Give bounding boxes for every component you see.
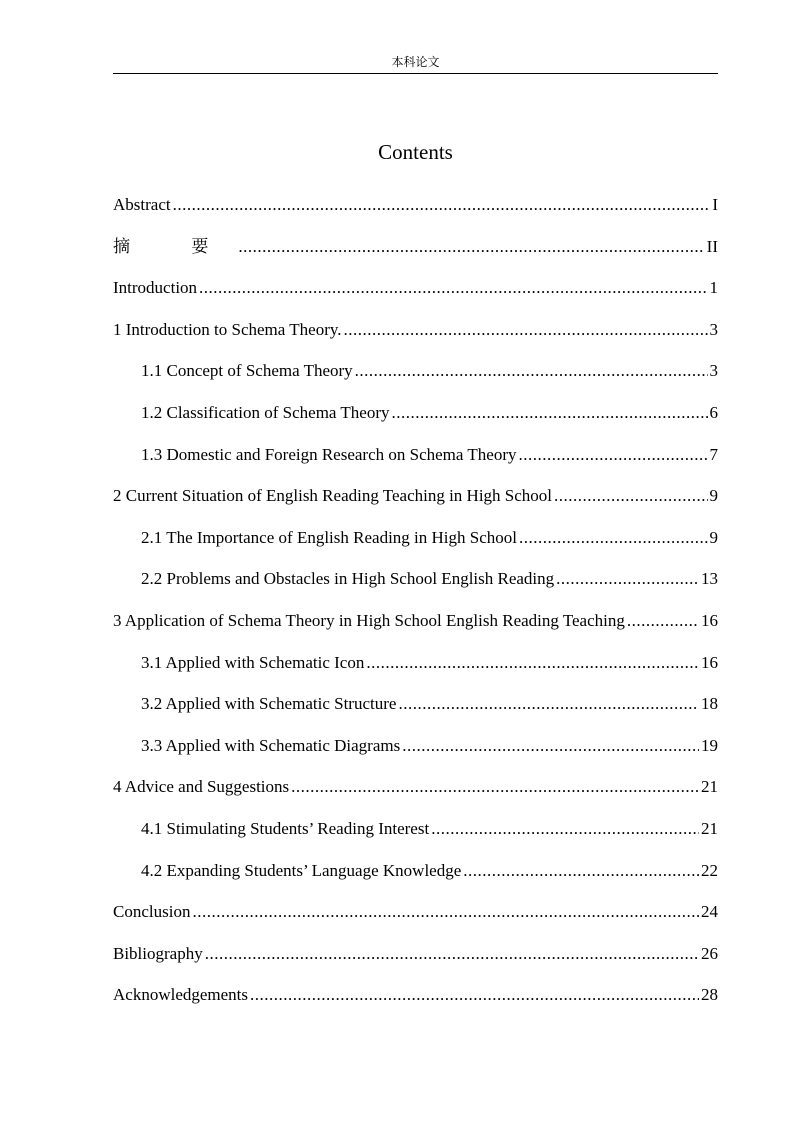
toc-dot-leader (398, 692, 699, 716)
toc-entry-chapter-4[interactable] (113, 775, 718, 817)
toc-dot-leader (192, 900, 699, 924)
toc-page-number: 3 (709, 361, 718, 381)
toc-page-number: 21 (701, 777, 718, 797)
toc-entry-label: 4.1 Stimulating Students’ Reading Interest (141, 818, 430, 838)
toc-dot-leader (238, 235, 704, 259)
toc-dot-leader (556, 567, 699, 591)
toc-entry-label: 3 Application of Schema Theory in High School English Reading Teaching (113, 610, 625, 630)
toc-dot-leader (250, 983, 699, 1007)
toc-dot-leader (402, 734, 699, 758)
toc-dot-leader (344, 318, 708, 342)
toc-entry-abstract[interactable] (113, 193, 718, 235)
toc-dot-leader (518, 443, 707, 467)
toc-entry-label: 4.2 Expanding Students’ Language Knowledge (141, 860, 462, 880)
toc-entry-label: Acknowledgements (113, 985, 249, 1005)
toc-entry-section-4-1[interactable] (113, 817, 718, 859)
toc-entry-section-3-3[interactable] (113, 734, 718, 776)
toc-dot-leader (431, 817, 699, 841)
toc-entry-section-4-2[interactable] (113, 859, 718, 901)
toc-page-number: 18 (701, 694, 718, 714)
toc-entry-chapter-3[interactable] (113, 609, 718, 651)
running-header: 本科论文 (391, 55, 440, 69)
toc-page-number: 24 (701, 902, 718, 922)
toc-page-number: 13 (701, 569, 718, 589)
toc-entry-label: Conclusion (113, 902, 191, 922)
toc-entry-conclusion[interactable] (113, 900, 718, 942)
toc-dot-leader (199, 276, 707, 300)
toc-dot-leader (355, 359, 708, 383)
toc-entry-chinese-abstract[interactable] (113, 235, 718, 277)
toc-dot-leader (392, 401, 708, 425)
toc-page-number: 19 (701, 735, 718, 755)
toc-entry-section-3-1[interactable] (113, 651, 718, 693)
toc-page-number: 16 (701, 652, 718, 672)
toc-entry-label: Abstract (113, 195, 171, 214)
toc-entry-label: 2.2 Problems and Obstacles in High School English Reading (141, 569, 555, 589)
toc-page-number: 28 (701, 985, 718, 1005)
toc-title: Contents (378, 140, 453, 164)
toc-dot-leader (173, 193, 711, 217)
header-rule (113, 73, 718, 74)
toc-page-number: 26 (701, 943, 718, 963)
toc-page-number: 16 (701, 610, 718, 630)
toc-entry-label: 1.1 Concept of Schema Theory (141, 361, 353, 381)
toc-dot-leader (627, 609, 699, 633)
toc-entry-introduction[interactable] (113, 276, 718, 318)
toc-page-number: 9 (709, 527, 718, 547)
toc-entry-label: 3.1 Applied with Schematic Icon (141, 652, 365, 672)
toc-entry-label: 3.3 Applied with Schematic Diagrams (141, 735, 401, 755)
toc-entry-section-1-1[interactable] (113, 359, 718, 401)
toc-entry-label: 摘 要 (113, 236, 237, 257)
toc-entry-acknowledgements[interactable] (113, 983, 718, 1025)
toc-page-number: 6 (709, 402, 718, 422)
toc-entry-label: 2.1 The Importance of English Reading in High School (141, 527, 517, 547)
toc-entry-label: 3.2 Applied with Schematic Structure (141, 694, 397, 714)
toc-entry-section-1-2[interactable] (113, 401, 718, 443)
toc-entry-section-1-3[interactable] (113, 443, 718, 485)
toc-page-number: I (712, 195, 718, 214)
toc-entry-label: 1 Introduction to Schema Theory. (113, 319, 342, 339)
toc-entry-chapter-2[interactable] (113, 484, 718, 526)
toc-entry-label: 1.3 Domestic and Foreign Research on Schema Theory (141, 444, 517, 464)
toc-entry-chapter-1[interactable] (113, 318, 718, 360)
toc-page-number: 7 (709, 444, 718, 464)
toc-dot-leader (366, 651, 699, 675)
toc-dot-leader (519, 526, 708, 550)
toc-entry-label: Bibliography (113, 943, 203, 963)
toc-page-number: 21 (701, 818, 718, 838)
toc-dot-leader (554, 484, 707, 508)
toc-entry-label: 4 Advice and Suggestions (113, 777, 290, 797)
toc-dot-leader (463, 859, 699, 883)
toc-entry-section-2-1[interactable] (113, 526, 718, 568)
table-of-contents (113, 193, 718, 1025)
toc-entry-label: Introduction (113, 278, 198, 298)
toc-page-number: 1 (709, 278, 718, 298)
toc-entry-section-2-2[interactable] (113, 567, 718, 609)
toc-entry-label: 2 Current Situation of English Reading Teaching in High School (113, 486, 553, 506)
toc-page-number: 3 (709, 319, 718, 339)
toc-entry-section-3-2[interactable] (113, 692, 718, 734)
toc-dot-leader (205, 942, 699, 966)
toc-page-number: 9 (709, 486, 718, 506)
toc-entry-bibliography[interactable] (113, 942, 718, 984)
toc-entry-label: 1.2 Classification of Schema Theory (141, 402, 390, 422)
toc-page-number: II (706, 236, 718, 256)
toc-page-number: 22 (701, 860, 718, 880)
toc-dot-leader (291, 775, 699, 799)
